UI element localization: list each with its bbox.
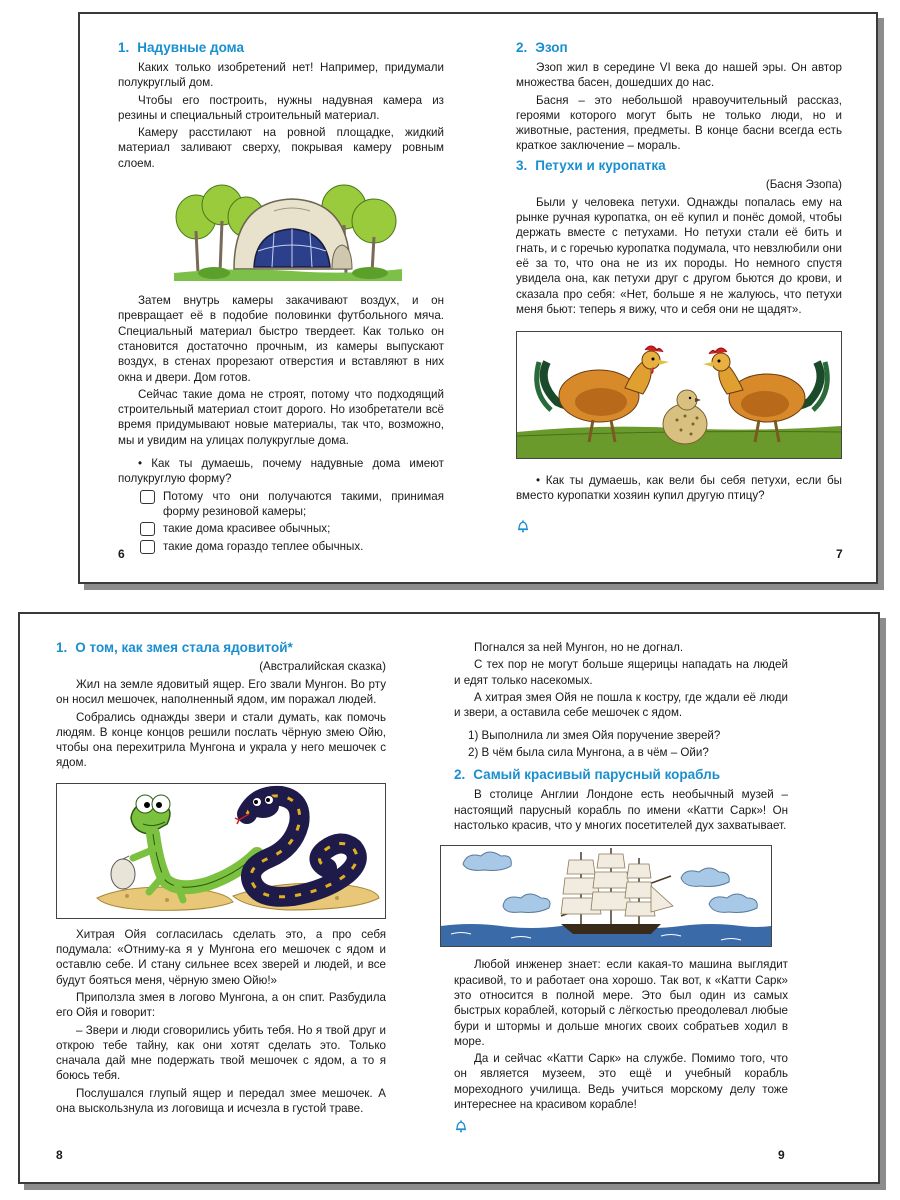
attribution: (Австралийская сказка) xyxy=(259,660,386,673)
paragraph: – Звери и люди сговорились убить тебя. Но я твой друг и открою тебе тайну, как они хотят сделать это. Только сначала дай мне подержать твой мешочек с ядом, а то я боюсь тебя. xyxy=(56,1023,386,1083)
page-7 xyxy=(516,40,842,506)
spread-pages-6-7 xyxy=(78,12,878,584)
answer-option-label: такие дома гораздо теплее обычных. xyxy=(163,539,364,553)
paragraph: Эзоп жил в середине VI века до нашей эры. Он автор множества басен, дошедших до нас. xyxy=(516,61,842,90)
answer-option-3[interactable] xyxy=(140,539,444,554)
section-heading-roosters xyxy=(516,158,842,173)
lizard-and-snake-illustration xyxy=(56,783,386,919)
inflatable-house-illustration xyxy=(174,181,444,281)
bell-icon xyxy=(516,519,530,533)
spread-pages-8-9 xyxy=(18,612,880,1184)
section-heading-aesop xyxy=(516,40,842,55)
page-number: 6 xyxy=(118,547,125,561)
paragraph: Каких только изобретений нет! Например, придумали полукруглый дом. xyxy=(118,61,444,90)
paragraph: Приползла змея в логово Мунгона, а он спит. Разбудила его Ойя и говорит: xyxy=(56,990,386,1020)
paragraph: Да и сейчас «Катти Сарк» на службе. Помимо того, что он является музеем, это ещё и учебный корабль мореходного училища. Ведь учиться морскому делу тоже интереснее на красивом корабле! xyxy=(454,1052,788,1112)
section-heading-inflatable-houses xyxy=(118,40,444,55)
roosters-illustration xyxy=(516,331,842,459)
answer-option-label: Потому что они получаются такими, принимая форму резиновой камеры; xyxy=(163,489,444,518)
section-number: 2. xyxy=(516,40,528,55)
section-number: 3. xyxy=(516,157,528,173)
question-item: 2) В чём была сила Мунгона, а в чём – Ойи? xyxy=(468,745,709,759)
page-8 xyxy=(56,640,386,1118)
paragraph: Камеру расстилают на ровной площадке, жидкий материал заливают сверху, покрывая камеру ровным слоем. xyxy=(118,126,444,170)
paragraph: С тех пор не могут больше ящерицы нападать на людей и едят только насекомых. xyxy=(454,658,788,687)
paragraph: Были у человека петухи. Однажды попалась ему на рынке ручная куропатка, он её купил и понёс домой, чтобы держать вместе с петухами. Но петухи стали её бить и гнать, и с горечью куропатка подумала, что невзлюбили они её за то, что она не из их породы. Но немного спустя увидела она, как петухи друг с другом бьются до крови, и сказала про себя: «Нет, больше я не жалуюсь, что петухи меня бьют: теперь я вижу, что и себя они не щадят». xyxy=(516,195,842,316)
checkbox[interactable] xyxy=(140,540,155,554)
page-number: 8 xyxy=(56,1148,63,1162)
question-list xyxy=(454,728,788,761)
answer-option-label: такие дома красивее обычных; xyxy=(163,522,331,536)
question-item: 1) Выполнила ли змея Ойя поручение зверей? xyxy=(468,729,721,743)
paragraph: Затем внутрь камеры закачивают воздух, и он превращает её в подобие половинки футбольного мяча. Специальный материал быстро твердеет. Как только он становится достаточно прочным, из камеры выпускают воздух, в стенах прорезают отверстия и вставляют в них окна и двери. Дом готов. xyxy=(118,294,444,384)
section-title: Петухи и куропатка xyxy=(535,157,666,173)
attribution: (Басня Эзопа) xyxy=(765,177,842,191)
section-heading-snake xyxy=(56,640,386,655)
page-9 xyxy=(454,640,788,1114)
section-number: 1. xyxy=(118,40,130,55)
section-number: 1. xyxy=(56,640,68,655)
paragraph: Басня – это небольшой нравоучительный рассказ, героями которого могут быть не только люди, но и животные, растения, предметы. В конце басни всегда есть краткое заключение – мораль. xyxy=(516,93,842,153)
section-number: 2. xyxy=(454,767,466,783)
paragraph: В столице Англии Лондоне есть необычный музей – настоящий парусный корабль по имени «Катти Сарк»! Он настолько красив, что у многих посетителей дух захватывает. xyxy=(454,788,788,833)
bell-icon xyxy=(454,1119,468,1133)
paragraph: Жил на земле ядовитый ящер. Его звали Мунгон. Во рту он носил мешочек, наполненный ядом, им поражал людей. xyxy=(56,678,386,707)
sailing-ship-illustration xyxy=(440,845,772,947)
checkbox[interactable] xyxy=(140,490,155,504)
paragraph: Хитрая Ойя согласилась сделать это, а про себя подумала: «Отниму-ка я у Мунгона его мешочек с ядом и оставлю себе. И стану сильнее всех зверей и людей, и все будут бояться меня, чёрную змею Ойю!» xyxy=(56,927,386,987)
page-number: 7 xyxy=(836,547,843,561)
section-title: Надувные дома xyxy=(137,40,244,55)
question: • Как ты думаешь, почему надувные дома имеют полукруглую форму? xyxy=(118,457,444,486)
paragraph: Погнался за ней Мунгон, но не догнал. xyxy=(474,641,684,654)
question: • Как ты думаешь, как вели бы себя петухи, если бы вместо куропатки хозяин купил другую птицу? xyxy=(516,474,842,503)
section-heading-sailing-ship xyxy=(454,767,788,782)
paragraph: Послушался глупый ящер и передал змее мешочек. А она выскользнула из логовища и исчезла в густой траве. xyxy=(56,1086,386,1116)
answer-option-1[interactable] xyxy=(140,489,444,520)
answer-option-2[interactable] xyxy=(140,521,444,536)
section-title: Эзоп xyxy=(535,40,568,55)
checkbox[interactable] xyxy=(140,522,155,536)
paragraph: Любой инженер знает: если какая-то машина выглядит красивой, то и работает она хорошо. Так вот, к «Катти Сарк» это относится в полной мере. Это был один из самых быстрых кораблей, который с лёгкостью преодолевал любые бури и штормы и дольше многих своих собратьев ходил в море. xyxy=(454,958,788,1048)
paragraph: Собрались однажды звери и стали думать, как помочь людям. В конце концов решили послать чёрную змею Ойю, чтобы она перехитрила Мунгона и украла у него мешочек с ядом. xyxy=(56,710,386,770)
section-title: О том, как змея стала ядовитой* xyxy=(75,640,293,655)
section-title: Самый красивый парусный корабль xyxy=(473,767,721,783)
paragraph: А хитрая змея Ойя не пошла к костру, где ждали её люди и звери, а оставила себе мешочек с ядом. xyxy=(454,690,788,720)
paragraph: Чтобы его построить, нужны надувная камера из резины и специальный строительный материал. xyxy=(118,93,444,122)
page-6 xyxy=(118,40,444,555)
page-number: 9 xyxy=(778,1148,785,1162)
paragraph: Сейчас такие дома не строят, потому что подходящий строительный материал стоит дорого. Но изобретатели всё время придумывают новые материалы, так что, возможно, мы и увидим на улицах полукруглые дома. xyxy=(118,387,444,447)
